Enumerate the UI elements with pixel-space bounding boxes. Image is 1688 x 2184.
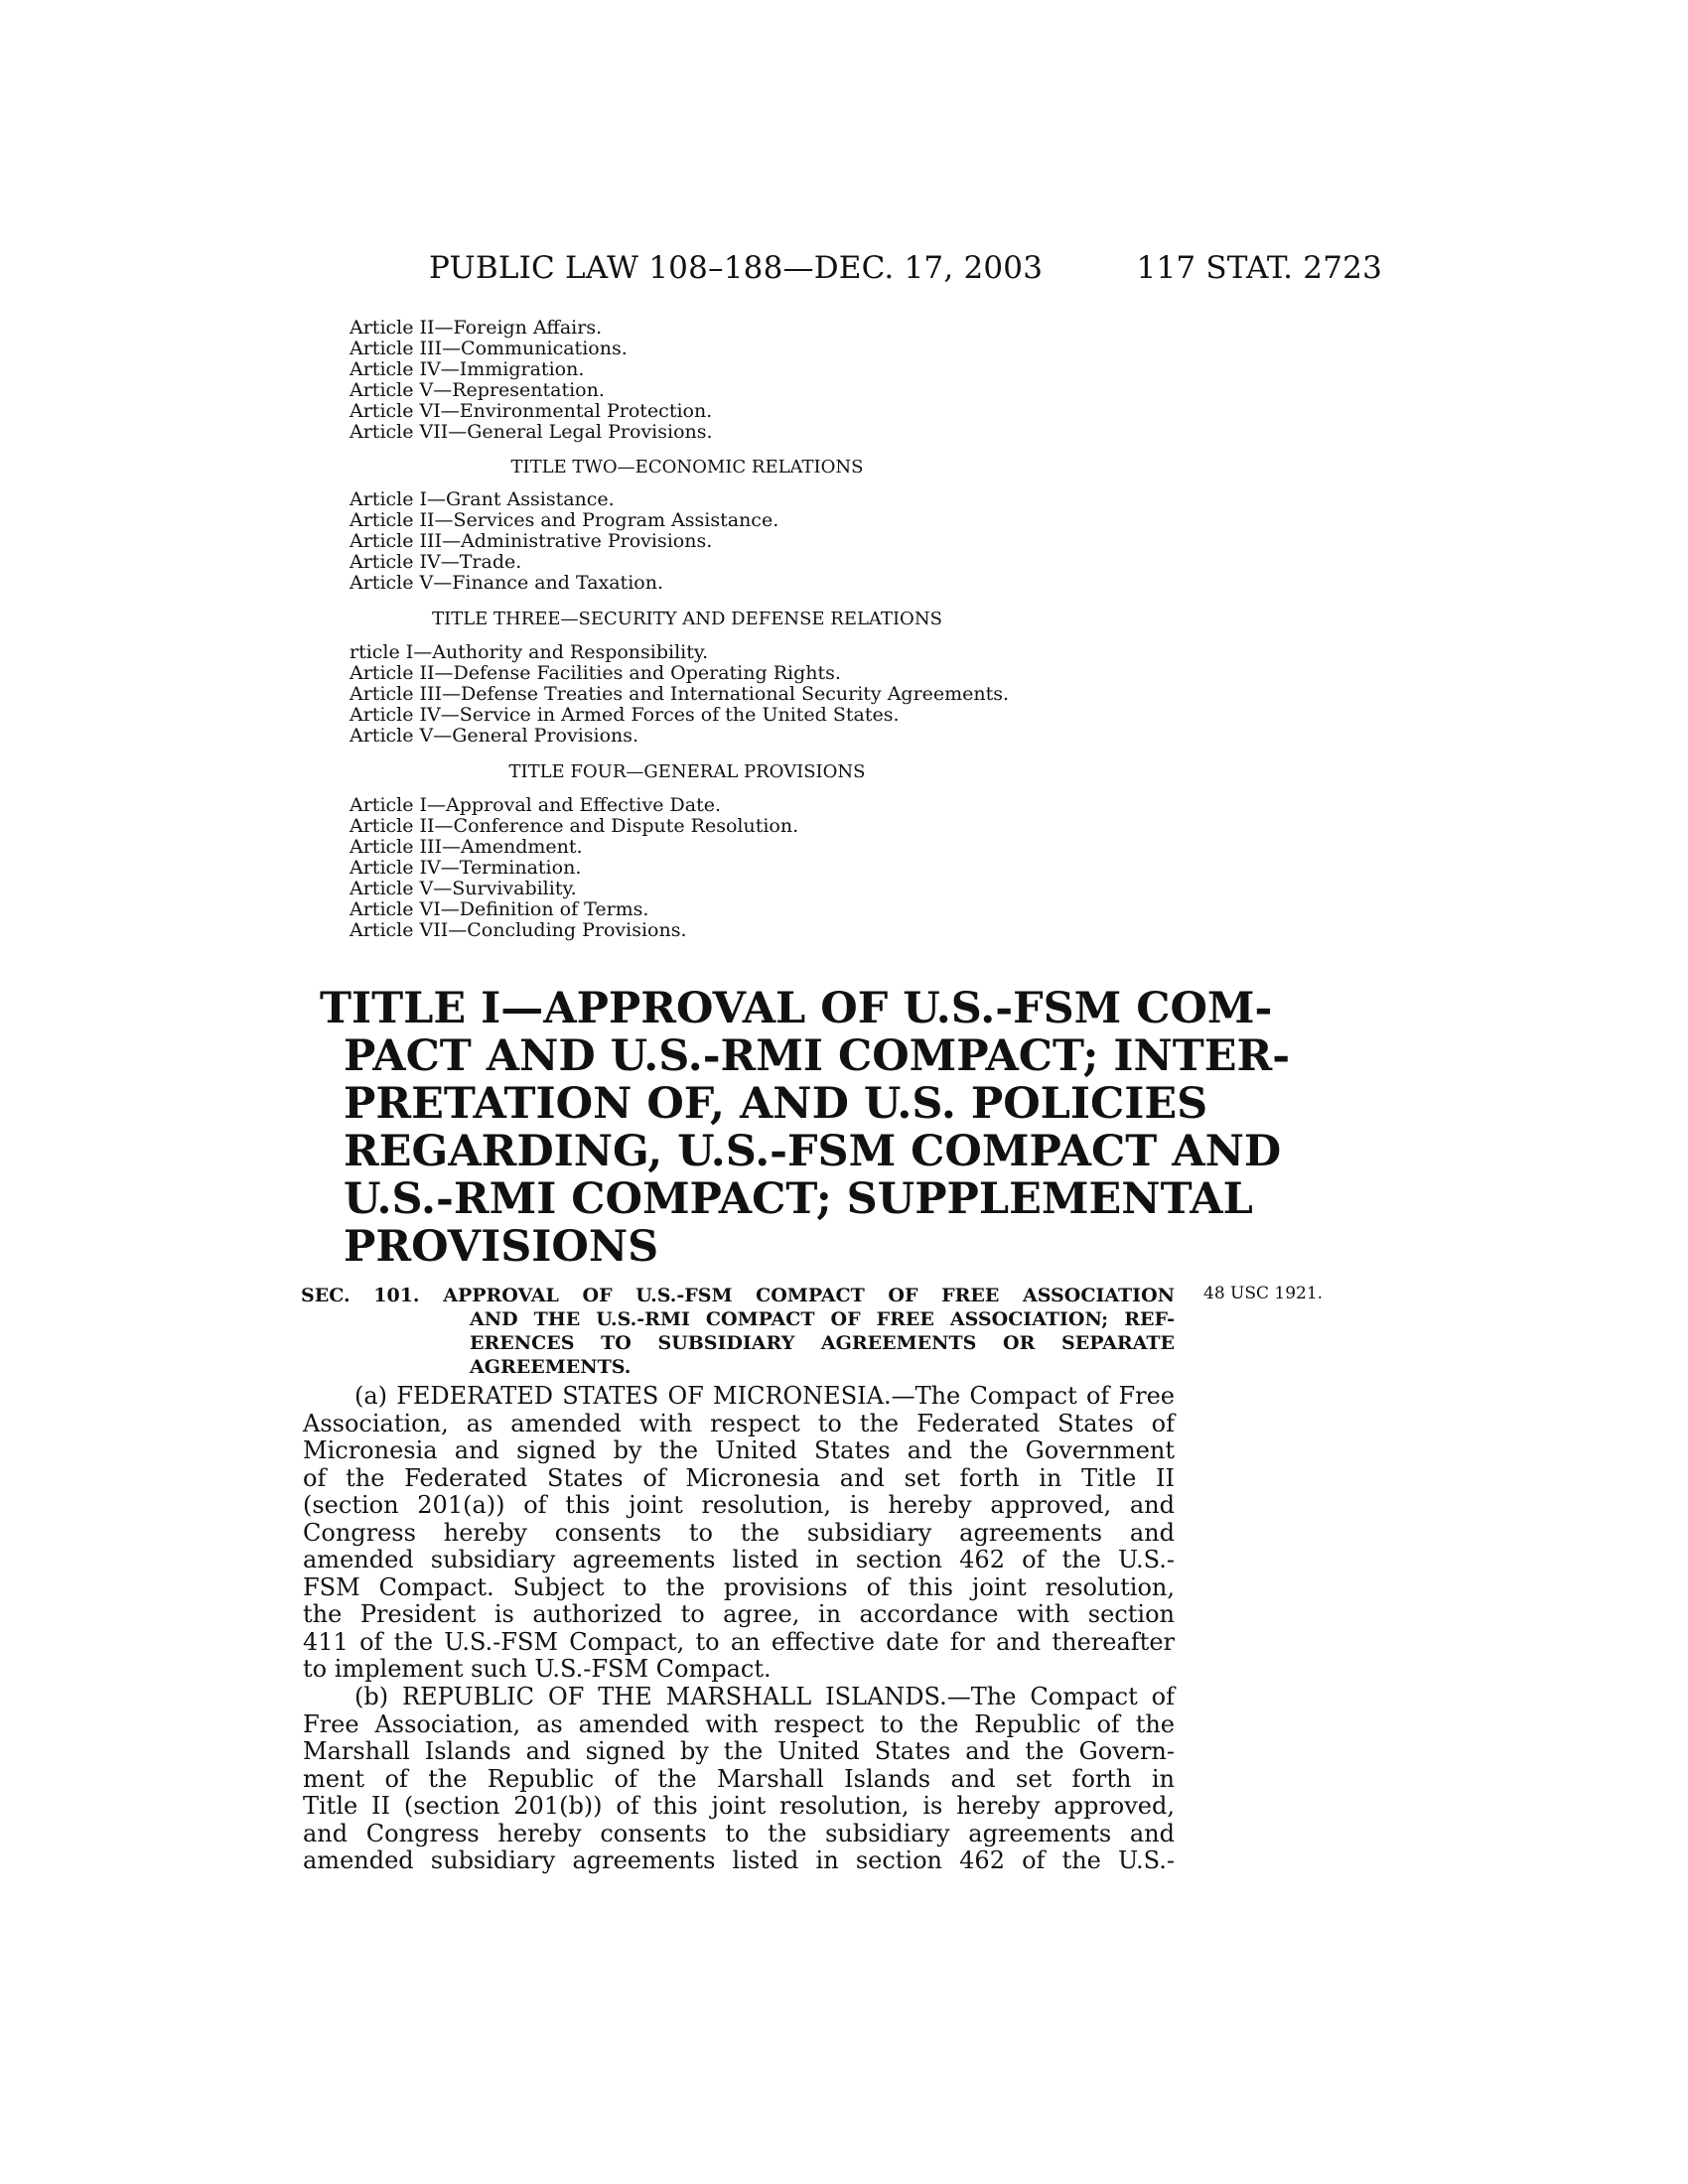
title-heading-line: PRETATION OF, AND U.S. POLICIES <box>344 1079 1208 1129</box>
toc-title-four-heading: TITLE FOUR—GENERAL PROVISIONS <box>508 761 866 782</box>
paragraph-line: (section 201(a)) of this joint resolution, is hereby approved, and <box>303 1491 1175 1519</box>
paragraph-line: amended subsidiary agreements listed in section 462 of the U.S.- <box>303 1546 1175 1573</box>
paragraph-line: FSM Compact. Subject to the provisions of this joint resolution, <box>303 1572 1175 1601</box>
toc-article-line: Article IV—Immigration. <box>350 358 585 380</box>
toc-article-line: Article I—Grant Assistance. <box>350 488 615 510</box>
toc-article-line: Article II—Defense Facilities and Operating Rights. <box>350 662 841 684</box>
running-head-stat-page: 117 STAT. 2723 <box>1136 250 1382 286</box>
paragraph-line: Marshall Islands and signed by the United States and the Govern- <box>303 1737 1175 1765</box>
toc-article-line: Article IV—Trade. <box>350 551 522 573</box>
toc-article-line: Article VI—Environmental Protection. <box>350 400 713 422</box>
toc-article-line: Article II—Conference and Dispute Resolution. <box>350 815 799 837</box>
paragraph-a <box>303 1383 1175 1684</box>
paragraph-line: of the Federated States of Micronesia and set forth in Title II <box>303 1463 1175 1492</box>
section-heading-line: SEC. 101. APPROVAL OF U.S.-FSM COMPACT OF FREE ASSOCIATION <box>301 1285 1175 1306</box>
paragraph-line: amended subsidiary agreements listed in section 462 of the U.S.- <box>303 1846 1175 1874</box>
section-101-heading <box>301 1284 1175 1379</box>
toc-article-line: Article VI—Definition of Terms. <box>350 898 649 920</box>
title-i-heading <box>320 984 1291 1272</box>
toc-article-line: Article V—Finance and Taxation. <box>350 572 663 594</box>
toc-article-line: Article III—Defense Treaties and International Security Agreements. <box>350 683 1010 705</box>
paragraph-line: the President is authorized to agree, in accordance with section <box>303 1600 1175 1628</box>
paragraph-line: Association, as amended with respect to the Federated States of <box>303 1409 1175 1437</box>
toc-article-line: Article V—Survivability. <box>350 878 577 899</box>
running-head-public-law: PUBLIC LAW 108–188—DEC. 17, 2003 <box>429 250 1044 286</box>
toc-article-line: Article VII—Concluding Provisions. <box>350 919 687 941</box>
title-heading-line: PROVISIONS <box>344 1222 659 1272</box>
usc-margin-note: 48 USC 1921. <box>1203 1284 1324 1303</box>
paragraph-line: to implement such U.S.-FSM Compact. <box>303 1655 772 1683</box>
toc-article-line: Article III—Communications. <box>350 338 628 359</box>
running-head <box>429 250 1382 290</box>
toc-article-line: Article II—Services and Program Assistance. <box>350 509 779 531</box>
toc-article-line: Article V—General Provisions. <box>350 725 639 747</box>
toc-article-line: Article III—Amendment. <box>350 836 583 858</box>
paragraph-line: Micronesia and signed by the United States and the Government <box>303 1436 1175 1464</box>
toc-article-line: rticle I—Authority and Responsibility. <box>350 641 709 663</box>
title-heading-line: TITLE I—APPROVAL OF U.S.-FSM COM- <box>320 984 1273 1033</box>
section-heading-line: AND THE U.S.-RMI COMPACT OF FREE ASSOCIATION; REF- <box>470 1308 1175 1330</box>
toc-title-three-heading: TITLE THREE—SECURITY AND DEFENSE RELATIONS <box>432 609 942 629</box>
section-heading-line: AGREEMENTS. <box>470 1356 632 1378</box>
paragraph-line: Title II (section 201(b)) of this joint resolution, is hereby approved, <box>303 1792 1175 1820</box>
paragraph-line: Free Association, as amended with respect to the Republic of the <box>303 1709 1175 1738</box>
paragraph-b <box>303 1684 1175 1875</box>
paragraph-line: Congress hereby consents to the subsidiary agreements and <box>303 1518 1175 1547</box>
title-heading-line: U.S.-RMI COMPACT; SUPPLEMENTAL <box>344 1174 1253 1224</box>
paragraph-line: and Congress hereby consents to the subsidiary agreements and <box>303 1819 1175 1847</box>
paragraph-line: (b) REPUBLIC OF THE MARSHALL ISLANDS.—The Compact of <box>354 1683 1175 1710</box>
toc-article-line: Article I—Approval and Effective Date. <box>350 794 721 816</box>
toc-title-two-heading: TITLE TWO—ECONOMIC RELATIONS <box>510 457 864 478</box>
toc-article-line: Article IV—Service in Armed Forces of the United States. <box>350 704 900 726</box>
toc-article-line: Article IV—Termination. <box>350 857 582 879</box>
paragraph-line: (a) FEDERATED STATES OF MICRONESIA.—The Compact of Free <box>354 1382 1175 1410</box>
toc-article-line: Article II—Foreign Affairs. <box>350 317 603 339</box>
toc-article-line: Article V—Representation. <box>350 379 605 401</box>
paragraph-line: ment of the Republic of the Marshall Islands and set forth in <box>303 1764 1175 1793</box>
section-heading-line: ERENCES TO SUBSIDIARY AGREEMENTS OR SEPARATE <box>470 1332 1175 1354</box>
toc-article-line: Article III—Administrative Provisions. <box>350 530 713 552</box>
title-heading-line: PACT AND U.S.-RMI COMPACT; INTER- <box>344 1031 1291 1081</box>
title-heading-line: REGARDING, U.S.-FSM COMPACT AND <box>344 1127 1282 1176</box>
paragraph-line: 411 of the U.S.-FSM Compact, to an effective date for and thereafter <box>303 1627 1175 1656</box>
toc-article-line: Article VII—General Legal Provisions. <box>350 421 713 443</box>
